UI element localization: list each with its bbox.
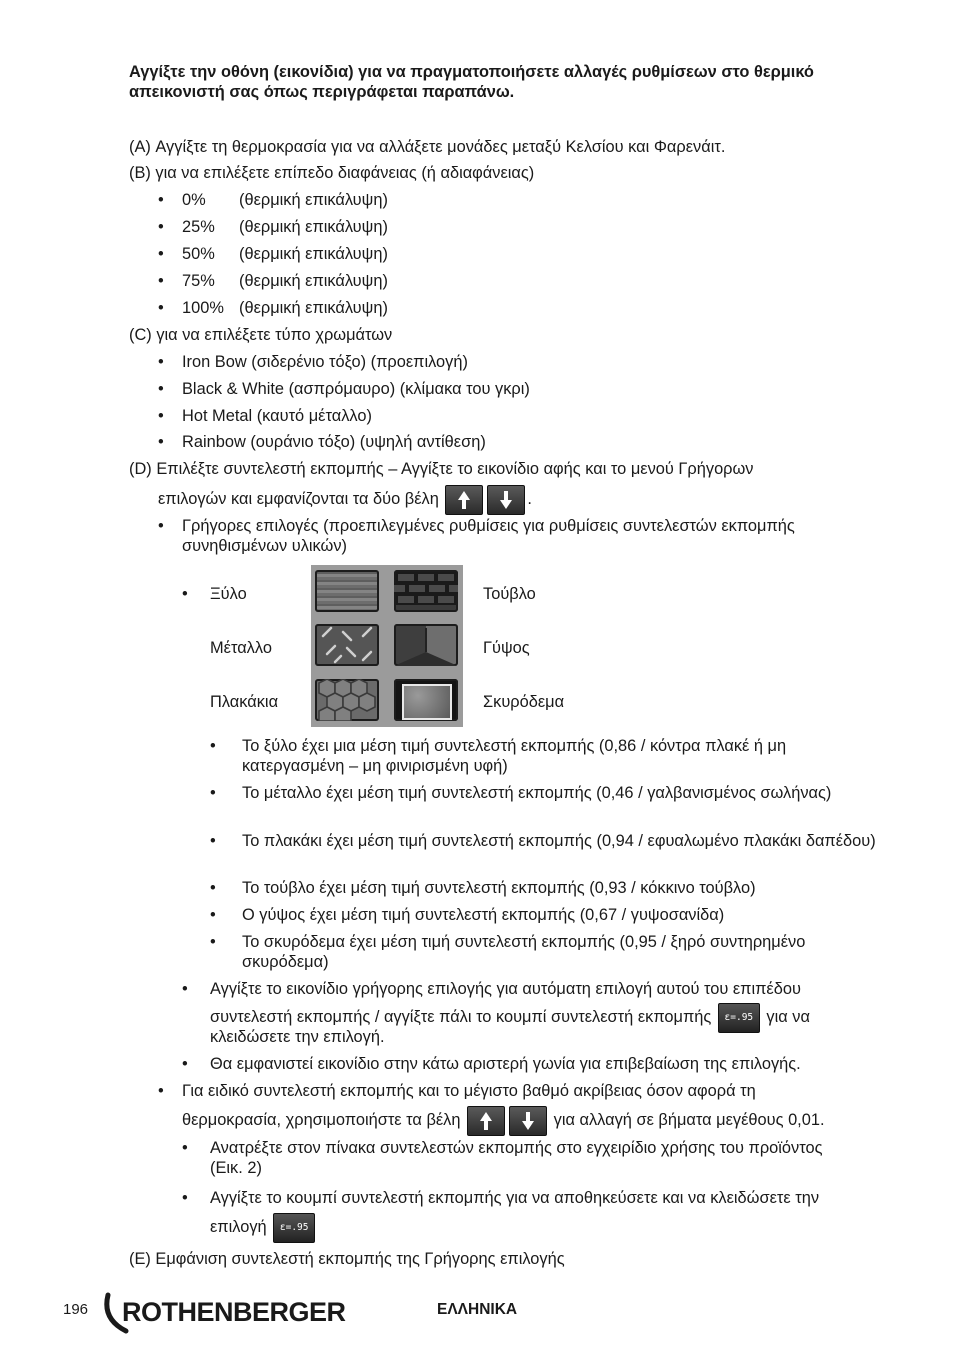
list-item: • xyxy=(182,1139,188,1157)
palette-rainbow: Rainbow (ουράνιο τόξο) (υψηλή αντίθεση) xyxy=(182,433,486,451)
touch-line-1: Αγγίξτε το εικονίδιο γρήγορης επιλογής για αυτόματη επιλογή αυτού του επιπέδου xyxy=(210,980,801,998)
period: . xyxy=(527,490,532,508)
palette-hot-metal: Hot Metal (καυτό μέταλλο) xyxy=(182,407,372,425)
material-metal-label: Μέταλλο xyxy=(210,639,272,657)
icon-appears-text: Θα εμφανιστεί εικονίδιο στην κάτω αριστερή γωνία για επιβεβαίωση της επιλογής. xyxy=(210,1055,801,1073)
opacity-desc: (θερμική επικάλυψη) xyxy=(239,218,388,236)
section-a-text: Αγγίξτε τη θερμοκρασία για να αλλάξετε μονάδες μεταξύ Κελσίου και Φαρενάιτ. xyxy=(155,138,726,156)
save-line-2 xyxy=(210,1212,317,1243)
touch-line-2a: συντελεστή εκπομπής / αγγίξτε πάλι το κουμπί συντελεστή εκπομπής xyxy=(210,1008,712,1026)
emissivity-button-icon[interactable]: ε=.95 xyxy=(718,1003,760,1033)
section-d-text: Επιλέξτε συντελεστή εκπομπής – Αγγίξτε το εικονίδιο αφής και το μενού Γρήγορων xyxy=(156,460,754,478)
arrow-up-icon[interactable] xyxy=(467,1106,505,1136)
rothenberger-logo xyxy=(100,1291,350,1337)
tiles-icon[interactable] xyxy=(315,679,379,721)
section-d-label: (D) xyxy=(129,460,152,478)
material-wood-label: Ξύλο xyxy=(210,585,247,603)
special-line-2a: θερμοκρασία, χρησιμοποιήστε τα βέλη xyxy=(182,1111,461,1129)
special-line-2b: για αλλαγή σε βήματα μεγέθους 0,01. xyxy=(553,1111,825,1129)
palette-iron-bow: Iron Bow (σιδερένιο τόξο) (προεπιλογή) xyxy=(182,353,468,371)
section-c xyxy=(129,325,392,345)
material-grid xyxy=(311,565,463,727)
brick-icon[interactable] xyxy=(394,570,458,612)
note-metal: Το μέταλλο έχει μέση τιμή συντελεστή εκπομπής (0,46 / γαλβανισμένος σωλήνας) xyxy=(242,784,832,802)
quick-options-text: Γρήγορες επιλογές (προεπιλεγμένες ρυθμίσεις για ρυθμίσεις συντελεστών εκπομπής συνηθισμένων υλικών) xyxy=(182,517,795,555)
section-c-label: (C) xyxy=(129,326,152,344)
material-tiles-label: Πλακάκια xyxy=(210,693,279,711)
list-item: • xyxy=(210,737,216,755)
section-d xyxy=(129,459,754,479)
section-b-text: για να επιλέξετε επίπεδο διαφάνειας (ή αδιαφάνειας) xyxy=(155,164,535,182)
concrete-icon[interactable] xyxy=(394,679,458,721)
section-c-text: για να επιλέξετε τύπο χρωμάτων xyxy=(156,326,393,344)
refer-text: Ανατρέξτε στον πίνακα συντελεστών εκπομπής στο εγχειρίδιο χρήσης του προϊόντος (Εικ. 2) xyxy=(210,1139,823,1177)
plaster-icon[interactable] xyxy=(394,624,458,666)
list-item: • xyxy=(210,832,216,850)
arrow-down-icon[interactable] xyxy=(487,485,525,515)
list-item: • xyxy=(210,879,216,897)
material-plaster-label: Γύψος xyxy=(483,639,530,657)
section-e-text: Εμφάνιση συντελεστή εκπομπής της Γρήγορης επιλογής xyxy=(155,1250,565,1268)
list-item: • xyxy=(182,585,188,603)
opacity-value: 25% xyxy=(182,218,215,236)
opacity-desc: (θερμική επικάλυψη) xyxy=(239,191,388,209)
save-line-1: Αγγίξτε το κουμπί συντελεστή εκπομπής για να αποθηκεύσετε και να κλειδώσετε την xyxy=(210,1189,820,1207)
list-item: • xyxy=(158,380,164,398)
opacity-desc: (θερμική επικάλυψη) xyxy=(239,299,388,317)
list-item: • xyxy=(182,1055,188,1073)
list-item: • xyxy=(158,245,164,263)
section-d-line2 xyxy=(158,484,532,515)
special-line-2 xyxy=(182,1105,825,1136)
list-item: • xyxy=(210,933,216,951)
opacity-value: 50% xyxy=(182,245,215,263)
metal-icon[interactable] xyxy=(315,624,379,666)
special-line-1: Για ειδικό συντελεστή εκπομπής και το μέγιστο βαθμό ακρίβειας όσον αφορά τη xyxy=(182,1082,756,1100)
opacity-value: 75% xyxy=(182,272,215,290)
arrows-text: επιλογών και εμφανίζονται τα δύο βέλη xyxy=(158,490,439,508)
save-line-2-text: επιλογή xyxy=(210,1218,267,1236)
arrow-down-icon[interactable] xyxy=(509,1106,547,1136)
section-a xyxy=(129,137,725,157)
opacity-value: 0% xyxy=(182,191,206,209)
touch-line-2b: για να xyxy=(766,1008,810,1026)
palette-black-white: Black & White (ασπρόμαυρο) (κλίμακα του γκρι) xyxy=(182,380,530,398)
note-brick: Το τούβλο έχει μέση τιμή συντελεστή εκπομπής (0,93 / κόκκινο τούβλο) xyxy=(242,879,756,897)
opacity-desc: (θερμική επικάλυψη) xyxy=(239,245,388,263)
note-wood: Το ξύλο έχει μια μέση τιμή συντελεστή εκπομπής (0,86 / κόντρα πλακέ ή μη κατεργασμένη – μη φινιρισμένη υφή) xyxy=(242,737,787,775)
material-brick-label: Τούβλο xyxy=(483,585,536,603)
list-item: • xyxy=(210,906,216,924)
section-b-label: (B) xyxy=(129,164,151,182)
language-label: ΕΛΛΗΝΙΚΑ xyxy=(437,1301,518,1318)
list-item: • xyxy=(158,191,164,209)
list-item: • xyxy=(158,353,164,371)
arrow-up-icon[interactable] xyxy=(445,485,483,515)
list-item: • xyxy=(182,1189,188,1207)
intro-paragraph: Αγγίξτε την οθόνη (εικονίδια) για να πραγματοποιήσετε αλλαγές ρυθμίσεων στο θερμικό απεικονιστή σας όπως περιγράφεται παραπάνω. xyxy=(129,63,814,101)
list-item: • xyxy=(158,218,164,236)
list-item: • xyxy=(182,980,188,998)
list-item: • xyxy=(158,433,164,451)
opacity-desc: (θερμική επικάλυψη) xyxy=(239,272,388,290)
list-item: • xyxy=(158,299,164,317)
section-e xyxy=(129,1249,565,1269)
list-item: • xyxy=(158,1082,164,1100)
note-concrete: Το σκυρόδεμα έχει μέση τιμή συντελεστή εκπομπής (0,95 / ξηρό συντηρημένο σκυρόδεμα) xyxy=(242,933,806,971)
opacity-value: 100% xyxy=(182,299,224,317)
section-a-label: (A) xyxy=(129,138,151,156)
list-item: • xyxy=(158,517,164,535)
wood-icon[interactable] xyxy=(315,570,379,612)
brand-name: ROTHENBERGER xyxy=(122,1297,346,1327)
note-plaster: Ο γύψος έχει μέση τιμή συντελεστή εκπομπής (0,67 / γυψοσανίδα) xyxy=(242,906,725,924)
list-item: • xyxy=(210,784,216,802)
touch-line-3: κλειδώσετε την επιλογή. xyxy=(210,1028,385,1046)
page-number: 196 xyxy=(63,1301,89,1318)
note-tiles: Το πλακάκι έχει μέση τιμή συντελεστή εκπομπής (0,94 / εφυαλωμένο πλακάκι δαπέδου) xyxy=(242,832,876,850)
list-item: • xyxy=(158,272,164,290)
section-b xyxy=(129,163,534,183)
material-concrete-label: Σκυρόδεμα xyxy=(483,693,565,711)
section-e-label: (E) xyxy=(129,1250,151,1268)
list-item: • xyxy=(158,407,164,425)
emissivity-button-icon[interactable]: ε=.95 xyxy=(273,1213,315,1243)
